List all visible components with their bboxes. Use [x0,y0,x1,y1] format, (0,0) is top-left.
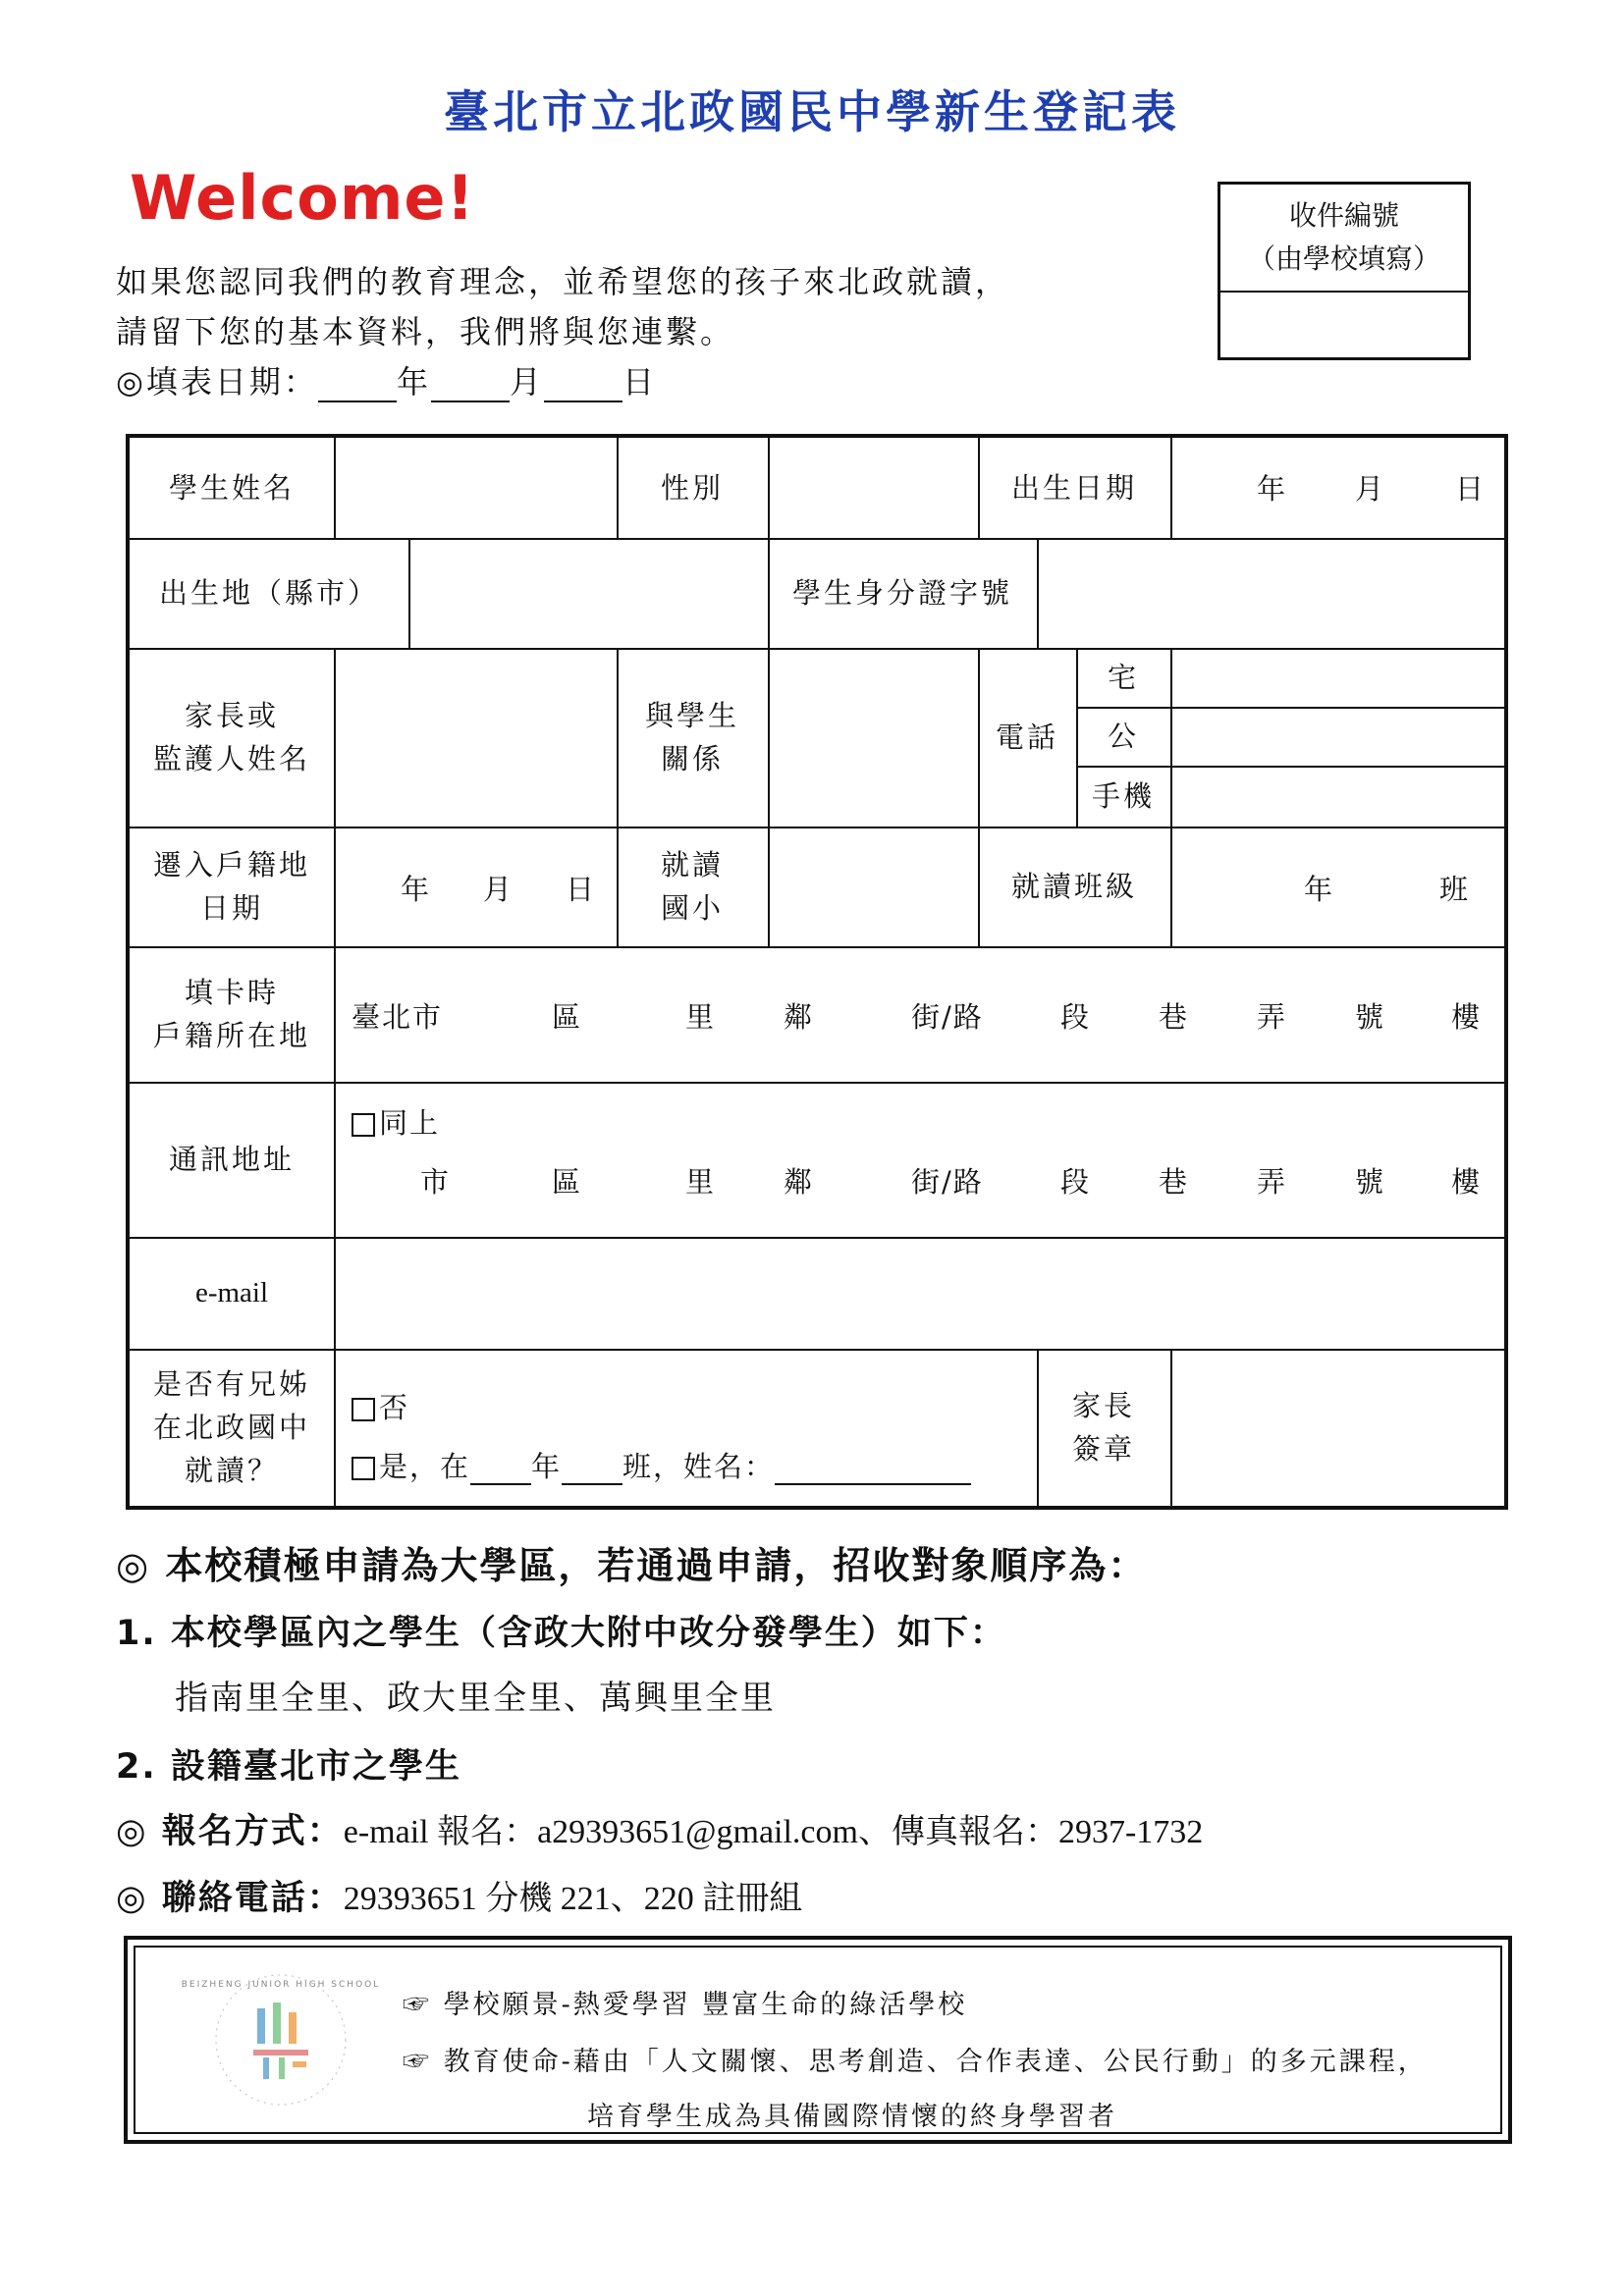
intro-line-2: 請留下您的基本資料，我們將與您連繫。 [116,313,735,350]
sibling-yes-label: 是，在 [379,1450,471,1483]
fill-date-label: ◎填表日期： [116,363,318,400]
phone-mobile-field[interactable] [1172,766,1504,827]
sibling-no-checkbox[interactable] [352,1398,375,1421]
phone-home-field[interactable] [1172,648,1504,707]
admission-item-1: 1. 本校學區內之學生（含政大附中改分發學生）如下： [116,1614,1006,1653]
admission-order-heading: ◎ 本校積極申請為大學區，若通過申請，招收對象順序為： [116,1544,1148,1587]
sibling-label [130,1349,334,1506]
move-in-year-unit: 年 [401,873,432,906]
move-in-label-line2: 日期 [199,891,263,925]
vision-line [403,1983,967,2021]
year-unit: 年 [396,363,431,400]
signup-method-row [116,1804,1203,1853]
mail-li-unit: 里 [685,1165,717,1199]
birth-year-unit: 年 [1257,472,1288,506]
relation-label [617,648,768,827]
sibling-no-option[interactable] [352,1386,409,1426]
mail-section-unit: 段 [1060,1165,1092,1199]
contact-value: 29393651 分機 221、220 註冊組 [343,1881,803,1917]
admission-item-1-detail: 指南里全里、政大里全里、萬興里全里 [175,1679,776,1718]
move-in-date-label [130,827,334,946]
phone-office-label: 公 [1107,720,1139,753]
signature-label-line1: 家長 [1071,1389,1135,1422]
class-ban-unit: 班 [1439,873,1471,906]
gender-field[interactable] [770,438,978,538]
gender-label: 性別 [660,471,724,505]
email-field[interactable] [336,1237,1504,1349]
school-vision-box [124,1936,1512,2144]
district-unit: 區 [552,1000,583,1034]
parent-signature-field[interactable] [1172,1349,1504,1506]
guardian-name-field[interactable] [336,648,617,827]
sibling-name-blank[interactable] [775,1458,971,1485]
mail-lane-unit: 巷 [1159,1165,1190,1199]
relation-field[interactable] [770,648,978,827]
mail-alley-unit: 弄 [1257,1165,1288,1199]
mail-floor-unit: 樓 [1451,1165,1483,1199]
contact-phone-row [116,1871,802,1920]
elementary-label-line2: 國小 [660,891,724,925]
phone-mobile-label: 手機 [1091,779,1155,813]
student-name-field[interactable] [336,438,617,538]
move-in-month-unit: 月 [483,873,514,906]
relation-label-line1: 與學生 [644,699,739,732]
month-unit: 月 [509,363,544,400]
mail-city-unit: 市 [420,1165,452,1199]
signup-value: e-mail 報名：a29393651@gmail.com、傳真報名：2937-1732 [343,1814,1204,1850]
contact-bullet: ◎ [116,1879,162,1918]
parent-signature-label [1037,1349,1170,1506]
school-logo [181,1967,381,2112]
move-in-day-unit: 日 [566,873,597,906]
birth-day-unit: 日 [1455,472,1487,506]
phone-label: 電話 [995,721,1058,754]
lane-unit: 巷 [1159,1000,1190,1034]
birth-date-label: 出生日期 [1010,471,1137,505]
day-blank[interactable] [544,371,623,402]
year-blank[interactable] [318,371,397,402]
birthplace-field[interactable] [410,538,768,648]
elementary-school-field[interactable] [770,827,978,946]
relation-label-line2: 關係 [660,742,724,775]
admission-item-2: 2. 設籍臺北市之學生 [116,1747,461,1787]
number-unit: 號 [1355,1000,1386,1034]
receipt-header [1220,185,1468,293]
contact-label: 聯絡電話： [161,1879,344,1918]
mission-line [403,2040,1428,2078]
sibling-yes-option[interactable] [352,1445,971,1485]
floor-unit: 樓 [1451,1000,1483,1034]
sibling-class-blank[interactable] [562,1458,623,1485]
elementary-school-label [617,827,768,946]
student-name-label: 學生姓名 [168,471,295,505]
intro-line-1: 如果您認同我們的教育理念，並希望您的孩子來北政就讀， [116,263,1010,300]
receipt-note: （由學校填寫） [1247,242,1440,275]
signup-bullet: ◎ [116,1812,162,1851]
household-address-label [130,946,334,1082]
signup-label: 報名方式： [161,1812,344,1851]
sibling-label-line2: 在北政國中 [152,1411,310,1444]
mission-line-2: 培育學生成為具備國際情懷的終身學習者 [587,2102,1117,2132]
phone-office-field[interactable] [1172,707,1504,766]
fill-date-row [116,357,657,402]
receipt-number-box [1218,182,1471,360]
day-unit: 日 [622,363,657,400]
birth-month-unit: 月 [1355,472,1386,506]
same-as-above-option[interactable] [352,1101,440,1142]
welcome-heading: Welcome! [130,162,475,234]
hand-pointer-icon: ☞ [403,2047,444,2077]
same-as-above-label: 同上 [379,1106,441,1140]
student-id-label: 學生身分證字號 [791,576,1012,610]
mail-street-unit: 街/路 [911,1165,984,1199]
sibling-no-label: 否 [379,1391,410,1424]
class-label: 就讀班級 [1010,870,1137,903]
receipt-label: 收件編號 [1288,199,1399,232]
vision-text: 學校願景-熱愛學習 豐富生命的綠活學校 [443,1990,968,2020]
mail-number-unit: 號 [1355,1165,1386,1199]
sibling-year-blank[interactable] [470,1458,531,1485]
mission-text: 教育使命-藉由「人文關懷、思考創造、合作表達、公民行動」的多元課程， [443,2047,1428,2077]
li-unit: 里 [685,1000,717,1034]
same-as-above-checkbox[interactable] [352,1113,375,1137]
household-label-line1: 填卡時 [184,976,279,1009]
move-in-label-line1: 遷入戶籍地 [152,848,310,881]
guardian-name-label [130,648,334,827]
school-vision-inner [134,1946,1502,2134]
email-label: e-mail [194,1277,269,1308]
mailing-address-label: 通訊地址 [168,1143,295,1176]
sibling-label-line3: 就讀？ [184,1454,279,1487]
sibling-yes-checkbox[interactable] [352,1457,375,1480]
street-unit: 街/路 [911,1000,984,1034]
alley-unit: 弄 [1257,1000,1288,1034]
signature-label-line2: 簽章 [1071,1432,1135,1466]
household-label-line2: 戶籍所在地 [152,1019,310,1052]
sibling-year-unit: 年 [531,1450,563,1483]
birthplace-label: 出生地（縣市） [158,576,379,610]
phone-home-label: 宅 [1107,661,1139,694]
section-unit: 段 [1060,1000,1092,1034]
lin-unit: 鄰 [784,1000,815,1034]
sibling-class-label: 班，姓名： [623,1450,776,1483]
page-title: 臺北市立北政國民中學新生登記表 [444,85,1180,138]
mail-district-unit: 區 [552,1165,583,1199]
class-year-unit: 年 [1304,873,1335,906]
guardian-label-line1: 家長或 [184,699,279,732]
student-id-field[interactable] [1039,538,1504,648]
month-blank[interactable] [431,371,510,402]
hand-pointer-icon: ☞ [403,1990,444,2020]
registration-form [126,434,1508,1510]
elementary-label-line1: 就讀 [660,848,724,881]
mail-lin-unit: 鄰 [784,1165,815,1199]
guardian-label-line2: 監護人姓名 [152,742,310,775]
sibling-label-line1: 是否有兄姊 [152,1367,310,1401]
svg-text:BEIZHENG JUNIOR HIGH SCHOOL: BEIZHENG JUNIOR HIGH SCHOOL [181,1980,381,1990]
taipei-city-text: 臺北市 [352,1000,444,1034]
